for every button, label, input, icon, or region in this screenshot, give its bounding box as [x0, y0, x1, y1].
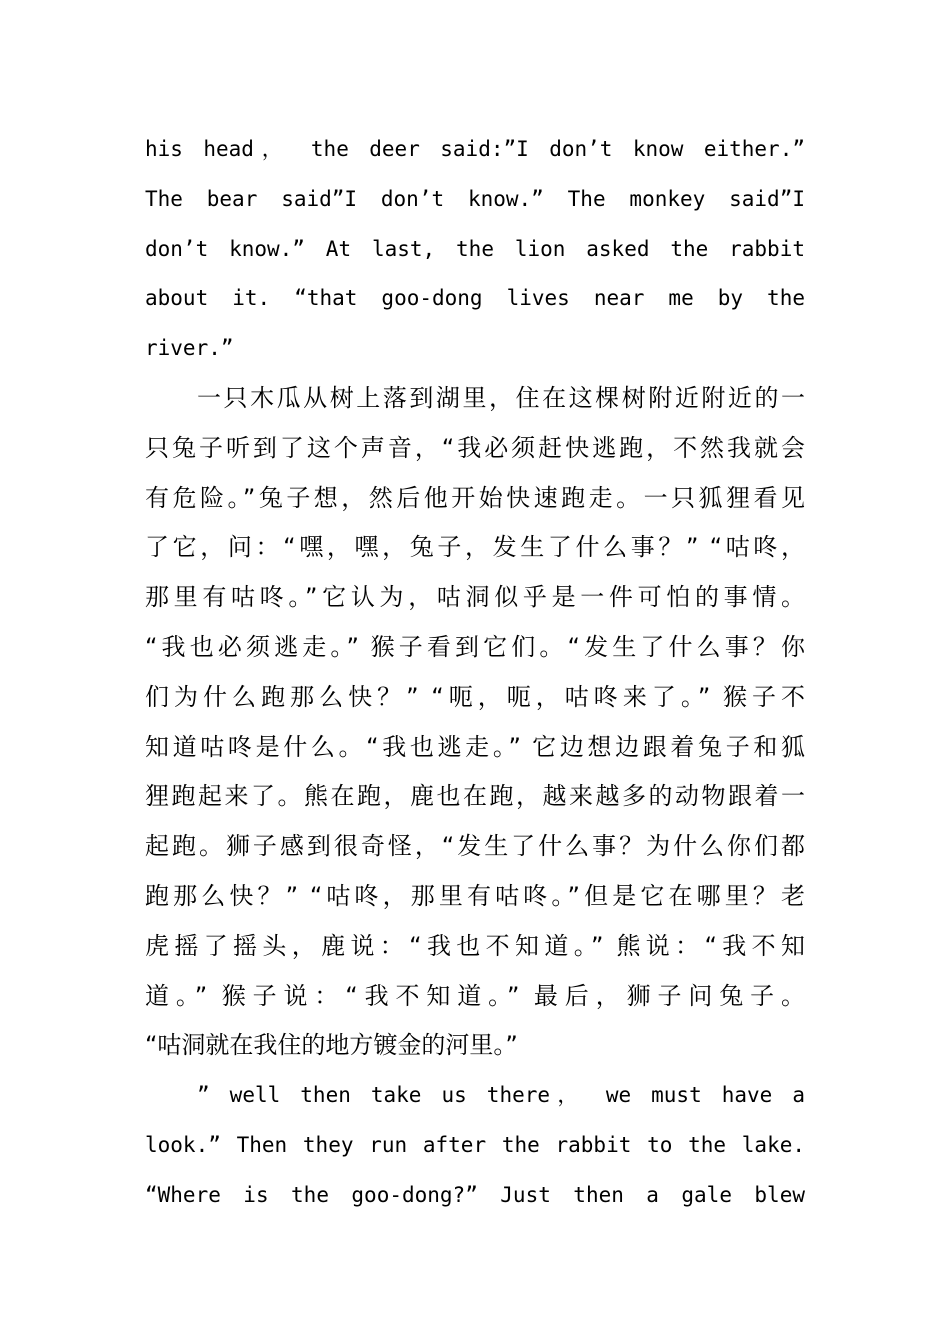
text-line: “Where is the goo-dong?” Just then a gale blew — [145, 1182, 805, 1207]
text-line: The bear said”I don’t know.” The monkey said”I — [145, 186, 805, 211]
text-line: about it. “that goo-dong lives near me by the — [145, 286, 805, 311]
text-line: 一只木瓜从树上落到湖里，住在这棵树附近附近的一 — [197, 383, 805, 412]
paragraph-english-1 — [145, 125, 805, 374]
text-line: his head， the deer said:”I don’t know either.” — [145, 137, 805, 161]
text-line: river.” — [145, 336, 234, 361]
text-line: 知道咕咚是什么。“我也逃走。” 它边想边跟着兔子和狐 — [145, 732, 805, 761]
text-line: 了它，问：“嘿，嘿，兔子，发生了什么事？” “咕咚， — [145, 533, 805, 562]
text-line: don’t know.” At last, the lion asked the rabbit — [145, 236, 805, 261]
text-line: “我也必须逃走。” 猴子看到它们。“发生了什么事？你 — [145, 632, 805, 661]
document-page — [145, 125, 805, 1221]
text-line: ” well then take us there， we must have a — [197, 1083, 805, 1108]
text-line: 狸跑起来了。熊在跑，鹿也在跑，越来越多的动物跟着一 — [145, 782, 805, 811]
text-line: 们为什么跑那么快？” “呃，呃，咕咚来了。” 猴子不 — [145, 682, 805, 711]
paragraph-chinese — [145, 374, 805, 1071]
text-line: 那里有咕咚。”它认为，咕洞似乎是一件可怕的事情。 — [145, 583, 805, 612]
text-line: 虎摇了摇头，鹿说：“我也不知道。” 熊说：“我不知 — [145, 931, 805, 960]
text-line: look.” Then they run after the rabbit to the lake. — [145, 1132, 805, 1157]
text-line: 跑那么快？” “咕咚，那里有咕咚。”但是它在哪里？老 — [145, 881, 805, 910]
text-line: 起跑。狮子感到很奇怪，“发生了什么事？为什么你们都 — [145, 832, 805, 861]
paragraph-english-2 — [145, 1071, 805, 1220]
text-line: 道。” 猴子说：“我不知道。” 最后，狮子问兔子。 — [145, 981, 805, 1010]
text-line: 有危险。”兔子想，然后他开始快速跑走。一只狐狸看见 — [145, 483, 805, 512]
text-line: “咕洞就在我住的地方镀金的河里。” — [145, 1031, 518, 1060]
text-line: 只兔子听到了这个声音，“我必须赶快逃跑，不然我就会 — [145, 433, 805, 462]
